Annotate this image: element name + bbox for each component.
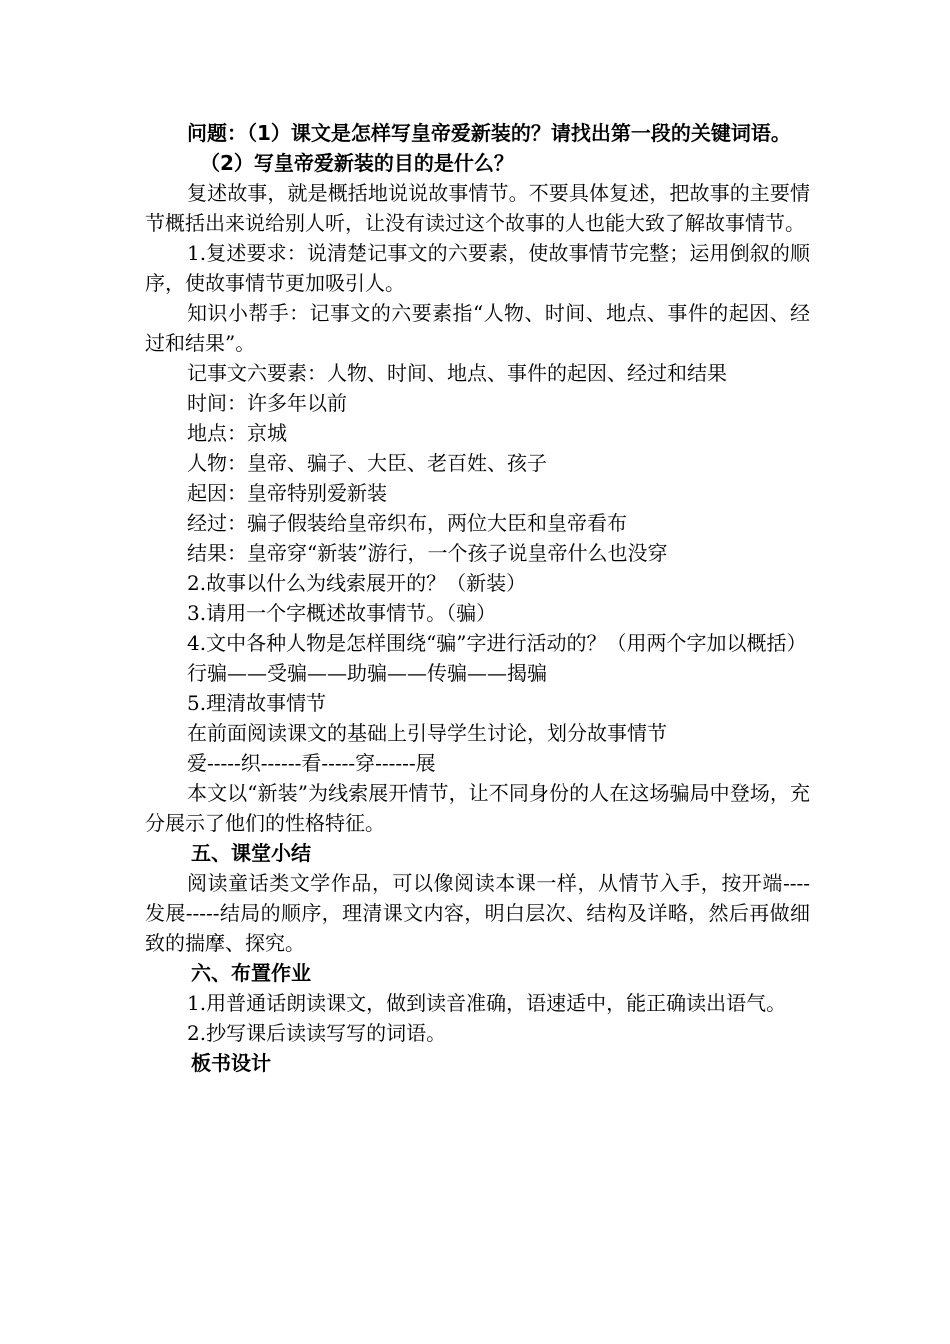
plot-discussion: 在前面阅读课文的基础上引导学生讨论，划分故事情节 [187, 721, 667, 745]
homework-2: 2.抄写课后读读写写的词语。 [187, 1021, 447, 1045]
question-clue: 2.故事以什么为线索展开的？（新装） [187, 571, 527, 595]
section-heading-summary: 五、课堂小结 [191, 841, 311, 865]
element-result: 结果：皇帝穿“新装”游行，一个孩子说皇帝什么也没穿 [187, 541, 668, 565]
homework-1: 1.用普通话朗读课文，做到读音准确，语速适中，能正确读出语气。 [187, 991, 787, 1015]
question-1: 问题：（1）课文是怎样写皇帝爱新装的？请找出第一段的关键词语。 [187, 121, 791, 145]
element-process: 经过：骗子假装给皇帝织布，两位大臣和皇帝看布 [187, 511, 627, 535]
element-place: 地点：京城 [187, 421, 287, 445]
element-time: 时间：许多年以前 [187, 391, 347, 415]
retell-intro: 复述故事，就是概括地说说故事情节。不要具体复述，把故事的主要情节概括出来说给别人听，让没有读过这个故事的人也能大致了解故事情节。 [145, 181, 810, 235]
question-activities: 4.文中各种人物是怎样围绕“骗”字进行活动的？（用两个字加以概括） [187, 631, 807, 655]
retell-requirement: 1.复述要求：说清楚记事文的六要素，使故事情节完整；运用倒叙的顺序，使故事情节更加吸引人。 [145, 241, 810, 295]
document-page [145, 118, 810, 1078]
section-heading-homework: 六、布置作业 [191, 961, 311, 985]
question-2: （2）写皇帝爱新装的目的是什么？ [200, 151, 514, 175]
six-elements: 记事文六要素：人物、时间、地点、事件的起因、经过和结果 [187, 361, 727, 385]
plot-clarify: 5.理清故事情节 [187, 691, 327, 715]
element-cause: 起因：皇帝特别爱新装 [187, 481, 387, 505]
section-heading-board: 板书设计 [191, 1051, 271, 1075]
deception-chain: 行骗——受骗——助骗——传骗——揭骗 [187, 661, 547, 685]
question-one-word: 3.请用一个字概述故事情节。（骗） [187, 601, 497, 625]
summary-text: 阅读童话类文学作品，可以像阅读本课一样，从情节入手，按开端----发展-----结局的顺序，理清课文内容，明白层次、结构及详略，然后再做细致的揣摩、探究。 [145, 871, 810, 955]
element-characters: 人物：皇帝、骗子、大臣、老百姓、孩子 [187, 451, 547, 475]
knowledge-tip: 知识小帮手：记事文的六要素指“人物、时间、地点、事件的起因、经过和结果”。 [145, 301, 810, 355]
plot-summary: 本文以“新装”为线索展开情节，让不同身份的人在这场骗局中登场，充分展示了他们的性格特征。 [145, 781, 810, 835]
plot-sequence: 爱-----织------看-----穿------展 [187, 751, 436, 775]
